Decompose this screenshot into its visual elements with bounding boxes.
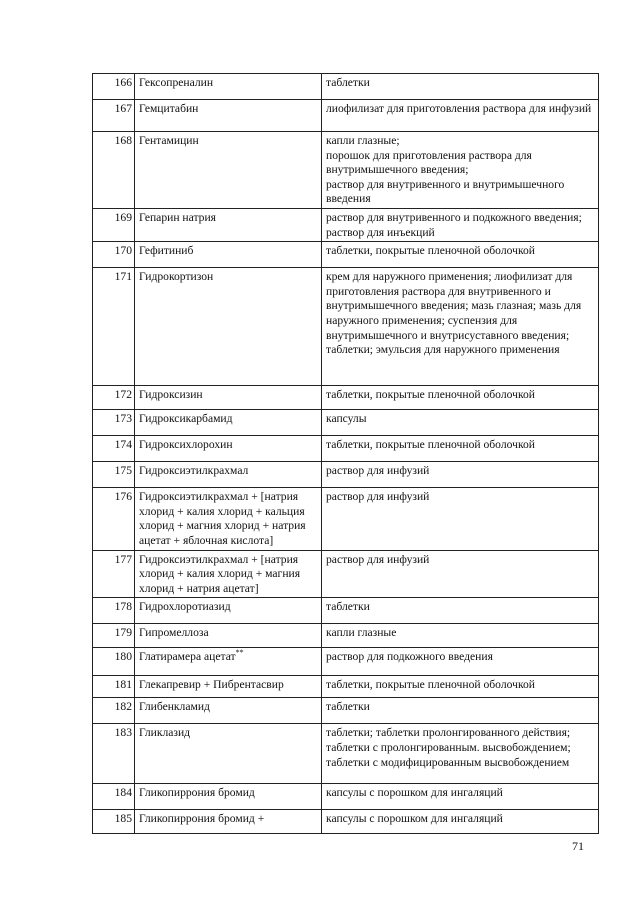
substance-name-text: Гликопиррония бромид + <box>139 812 265 826</box>
substance-name-text: Гентамицин <box>139 134 199 147</box>
substance-name-text: Гидроксиэтилкрахмал + [натрия хлорид + калия хлорид + магния хлорид + натрия ацетат] <box>139 552 301 595</box>
dosage-form: таблетки, покрытые пленочной оболочкой <box>322 386 599 410</box>
substance-name-text: Гидроксихлорохин <box>139 438 233 452</box>
table-row <box>93 436 599 462</box>
substance-name <box>135 598 322 624</box>
row-number: 176 <box>93 488 135 550</box>
footnote-mark: ** <box>235 648 244 658</box>
substance-name <box>135 100 322 132</box>
substance-name <box>135 676 322 698</box>
row-number: 175 <box>93 462 135 488</box>
row-number: 166 <box>93 74 135 100</box>
substance-name <box>135 410 322 436</box>
table-row <box>93 268 599 386</box>
row-number: 178 <box>93 598 135 624</box>
dosage-form: капсулы с порошком для ингаляций <box>322 784 599 810</box>
row-number: 185 <box>93 810 135 834</box>
dosage-form: крем для наружного применения; лиофилизат для приготовления раствора для внутривенного и внутримышечного введения; мазь глазная; мазь для наружного применения; суспензия для внутримышечного и внутрисуставного введения; таблетки; эмульсия для наружного применения <box>322 268 599 386</box>
table-row <box>93 676 599 698</box>
dosage-form: капли глазные <box>322 624 599 648</box>
row-number: 170 <box>93 242 135 268</box>
table-row <box>93 550 599 598</box>
row-number: 180 <box>93 648 135 676</box>
substance-name-text: Гликопиррония бромид <box>139 786 255 800</box>
table-row <box>93 462 599 488</box>
substance-name-text: Гепарин натрия <box>139 210 217 224</box>
row-number: 168 <box>93 132 135 209</box>
substance-name <box>135 74 322 100</box>
substance-name-text: Гипромеллоза <box>139 626 209 640</box>
table-row <box>93 488 599 550</box>
substance-name <box>135 550 322 598</box>
table-row <box>93 132 599 209</box>
dosage-form: таблетки, покрытые пленочной оболочкой <box>322 242 599 268</box>
dosage-form: таблетки, покрытые пленочной оболочкой <box>322 436 599 462</box>
substance-name <box>135 784 322 810</box>
dosage-form: раствор для инфузий <box>322 462 599 488</box>
table-row <box>93 242 599 268</box>
substance-name <box>135 698 322 724</box>
dosage-form: таблетки, покрытые пленочной оболочкой <box>322 676 599 698</box>
table-row <box>93 410 599 436</box>
row-number: 169 <box>93 208 135 241</box>
substance-name <box>135 132 322 209</box>
row-number: 179 <box>93 624 135 648</box>
table-row <box>93 74 599 100</box>
substance-name <box>135 488 322 550</box>
substance-name <box>135 242 322 268</box>
dosage-form: раствор для подкожного введения <box>322 648 599 676</box>
table-row <box>93 100 599 132</box>
dosage-form: лиофилизат для приготовления раствора для инфузий <box>322 100 599 132</box>
row-number: 184 <box>93 784 135 810</box>
substance-name-text: Гидроксикарбамид <box>139 412 233 426</box>
medicines-table <box>92 73 599 834</box>
dosage-form: раствор для инфузий <box>322 550 599 598</box>
row-number: 181 <box>93 676 135 698</box>
table-row <box>93 810 599 834</box>
dosage-form: капсулы с порошком для ингаляций <box>322 810 599 834</box>
dosage-form: капсулы <box>322 410 599 436</box>
table-row <box>93 624 599 648</box>
substance-name <box>135 462 322 488</box>
substance-name-text: Глекапревир + Пибрентасвир <box>139 678 284 692</box>
row-number: 177 <box>93 550 135 598</box>
dosage-form: раствор для внутривенного и подкожного введения; раствор для инъекций <box>322 208 599 241</box>
substance-name <box>135 624 322 648</box>
substance-name <box>135 810 322 834</box>
dosage-form: таблетки; таблетки пролонгированного действия; таблетки с пролонгированным. высвобождением; таблетки с модифицированным высвобождением <box>322 724 599 784</box>
substance-name-text: Глибенкламид <box>139 700 210 714</box>
substance-name <box>135 436 322 462</box>
substance-name <box>135 268 322 386</box>
table-row <box>93 648 599 676</box>
dosage-form: таблетки <box>322 74 599 100</box>
dosage-form: таблетки <box>322 698 599 724</box>
dosage-form: капли глазные; порошок для приготовления раствора для внутримышечного введения; раствор для внутривенного и внутримышечного введения <box>322 132 599 209</box>
table-row <box>93 784 599 810</box>
substance-name-text: Гидрокортизон <box>139 270 214 284</box>
substance-name-text: Гидроксиэтилкрахмал + [натрия хлорид + калия хлорид + кальция хлорид + магния хлорид + натрия ацетат + яблочная кислота] <box>139 490 306 547</box>
dosage-form: раствор для инфузий <box>322 488 599 550</box>
row-number: 172 <box>93 386 135 410</box>
substance-name-text: Гидроксиэтилкрахмал <box>139 464 249 478</box>
substance-name <box>135 724 322 784</box>
row-number: 167 <box>93 100 135 132</box>
row-number: 174 <box>93 436 135 462</box>
table-row <box>93 386 599 410</box>
table-row <box>93 208 599 241</box>
table-row <box>93 724 599 784</box>
row-number: 171 <box>93 268 135 386</box>
substance-name <box>135 386 322 410</box>
table-row <box>93 598 599 624</box>
substance-name-text: Гемцитабин <box>139 102 199 115</box>
table-row <box>93 698 599 724</box>
row-number: 183 <box>93 724 135 784</box>
row-number: 182 <box>93 698 135 724</box>
substance-name-text: Гексопреналин <box>139 76 214 89</box>
substance-name-text: Гликлазид <box>139 726 191 740</box>
page-number: 71 <box>572 839 584 853</box>
substance-name-text: Глатирамера ацетат <box>139 650 236 664</box>
substance-name-text: Гефитиниб <box>139 244 194 258</box>
substance-name-text: Гидроксизин <box>139 388 203 402</box>
substance-name-text: Гидрохлоротиазид <box>139 600 231 614</box>
row-number: 173 <box>93 410 135 436</box>
substance-name <box>135 208 322 241</box>
table-body <box>93 74 599 834</box>
substance-name <box>135 648 322 676</box>
dosage-form: таблетки <box>322 598 599 624</box>
